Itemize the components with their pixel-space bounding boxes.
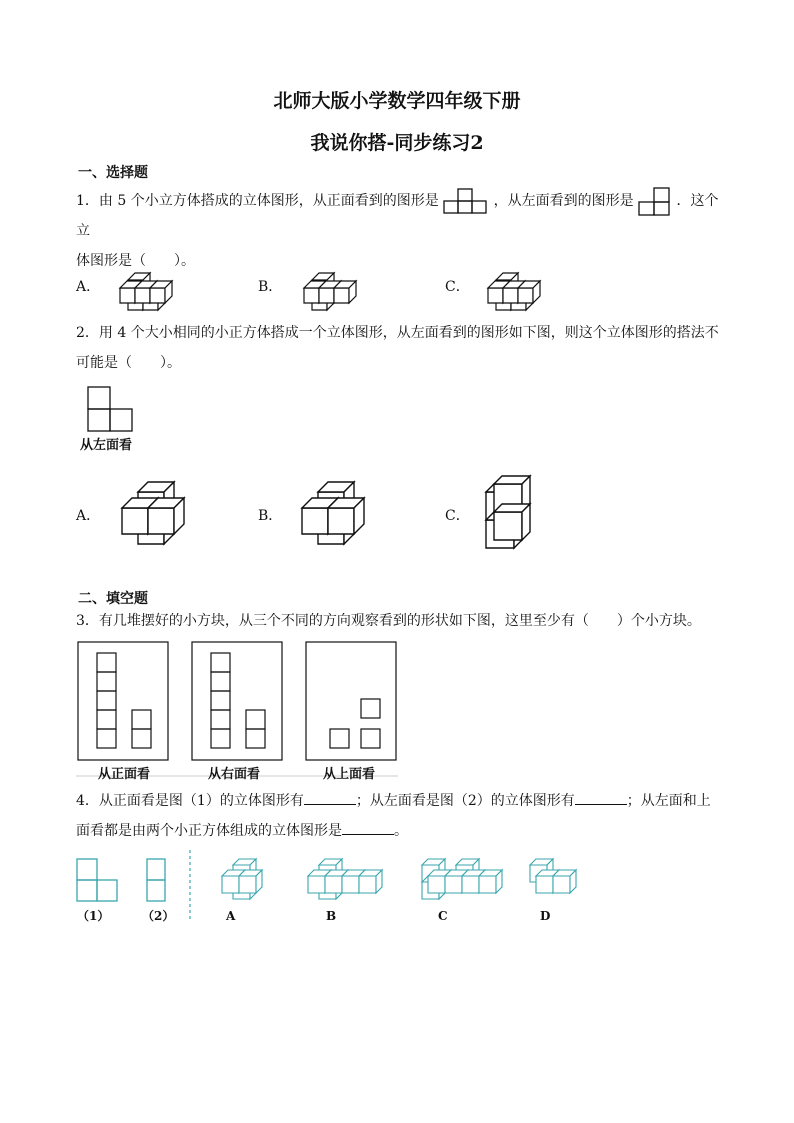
q4-label-d: D [540,909,551,923]
q4-blank-2 [575,790,627,805]
q2-option-c-label: C． [445,508,470,524]
q2-text-line2: 可能是（ ）。 [76,355,181,371]
q1-left-view-figure [638,186,672,216]
q4-label-2: （2） [142,909,175,923]
q4-label-1: （1） [77,909,110,923]
cube [328,508,354,534]
cube [503,288,518,303]
cube [302,508,328,534]
cube [150,288,165,303]
q4-text-1b: ；从左面看是图（2）的立体图形有 [355,793,575,809]
cube [222,876,239,893]
page-subtitle: 我说你搭-同步练习2 [310,132,484,154]
cube [359,876,376,893]
cube [122,508,148,534]
cube [518,288,533,303]
q1-option-b-figure [284,258,374,310]
q1-option-a-figure [100,258,190,310]
q3-front-view-panel [78,642,168,760]
q4-blank-1 [304,790,356,805]
q4-text-2b: 。 [394,823,408,839]
question-3: 3．有几堆摆好的小方块，从三个不同的方向观察看到的形状如下图，这里至少有（ ）个小方块。 [76,613,701,629]
cube [239,876,256,893]
section-choice: 一、选择题 [78,165,148,181]
q1-text-part2: ，从左面看到的图形是 [493,193,634,209]
q2-option-a-label: A． [76,508,101,524]
cube [148,508,174,534]
cube [319,288,334,303]
q2-option-a-figure [98,468,178,552]
cube [304,288,319,303]
q1-option-c-figure [468,258,558,310]
q1-text-part3: ．这个立 [76,193,719,239]
q4-label-a: A [226,909,236,923]
cube [445,876,462,893]
q3-views-figure [76,640,406,780]
cube [462,876,479,893]
q2-option-c-figure [474,474,554,550]
q1-front-view-figure [443,188,489,214]
q3-right-view-panel [192,642,282,760]
question-2 [76,318,726,378]
q4-blank-3 [342,820,394,835]
q2-option-b-figure [286,468,376,552]
cube [428,876,445,893]
q4-label-c: C [438,909,448,923]
q4-text-1c: ；从左面和上 [626,793,711,809]
q3-caption-top: 从上面看 [323,767,376,782]
cube [135,288,150,303]
cube [308,876,325,893]
q1-option-a-label: A． [76,279,101,295]
q4-text-1a: 4．从正面看是图（1）的立体图形有 [76,793,304,809]
cube [120,288,135,303]
cube [342,876,359,893]
cube [536,876,553,893]
cube [325,876,342,893]
q1-option-c-label: C． [445,279,470,295]
q3-top-view-panel [306,642,396,760]
question-4 [76,786,736,846]
cube [334,288,349,303]
q2-option-b-label: B． [258,508,283,524]
q4-label-b: B [326,909,337,923]
cube [553,876,570,893]
q2-view-caption: 从左面看 [80,438,133,453]
q3-caption-front: 从正面看 [98,767,151,782]
q3-caption-right: 从右面看 [208,767,261,782]
q2-text-line1: 2．用 4 个大小相同的小正方体搭成一个立体图形，从左面看到的图形如下图，则这个立体图形的搭法不 [76,325,719,341]
q2-left-view-figure [86,385,138,433]
page-title: 北师大版小学数学四年级下册 [273,90,521,112]
cube [488,288,503,303]
section-fill-blank: 二、填空题 [78,591,148,607]
cube [479,876,496,893]
q1-text-part4: 体图形是（ ）。 [76,253,195,269]
q1-option-b-label: B． [258,279,283,295]
q4-text-2a: 面看都是由两个小正方体组成的立体图形是 [76,823,342,839]
cube [494,512,522,540]
q1-text-part1: 1．由 5 个小立方体搭成的立体图形，从正面看到的图形是 [76,193,439,209]
